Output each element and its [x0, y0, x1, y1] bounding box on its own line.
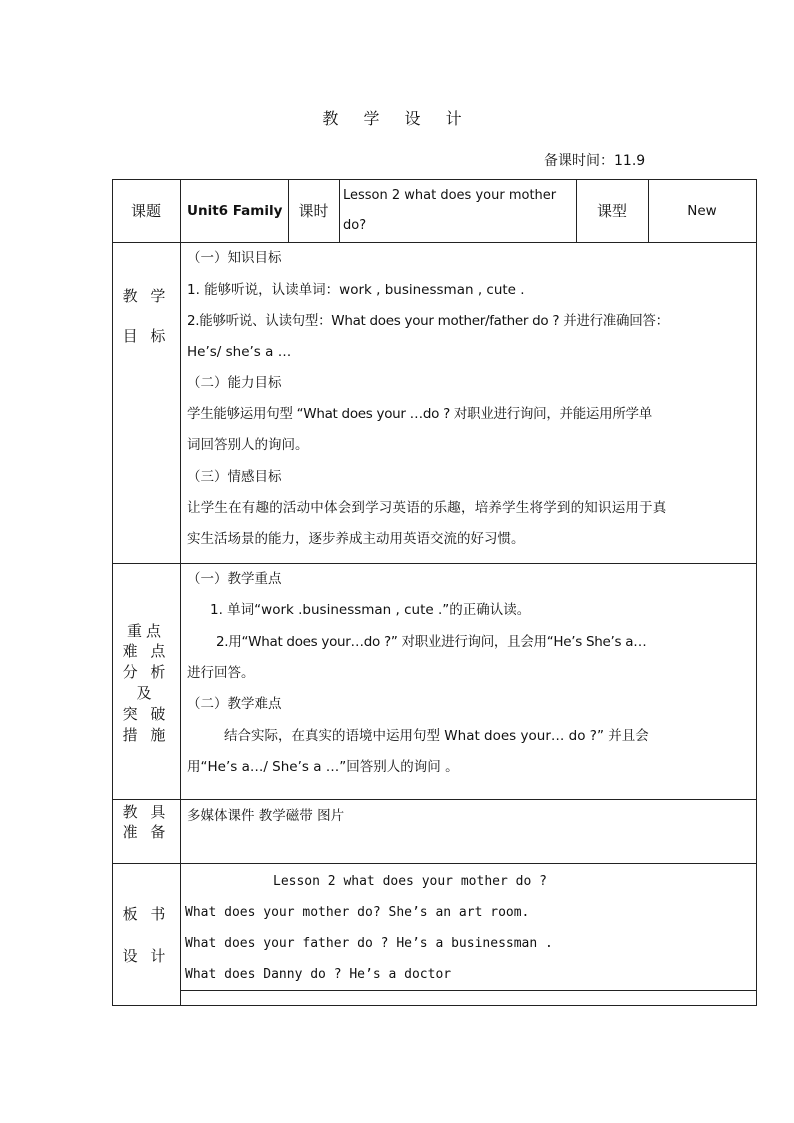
- period-label: 课时: [298, 202, 329, 220]
- document-title: 教 学 设 计: [322, 109, 472, 128]
- topic-label: 课题: [130, 202, 161, 220]
- table-border-top: [112, 179, 757, 180]
- objectives-line: 让学生在有趣的活动中体会到学习英语的乐趣，培养学生将学到的知识运用于真: [187, 500, 667, 516]
- objectives-line: He’s/ she’s a …: [187, 344, 292, 360]
- prep-time: 备课时间：11.9: [544, 153, 646, 169]
- table-border-right: [756, 179, 757, 1006]
- row-divider: [112, 563, 757, 564]
- objectives-line: 1. 能够听说，认读单词：work , businessman , cute .: [187, 282, 525, 298]
- keypoints-label-line: 突 破: [122, 705, 170, 723]
- keypoints-line: 2.用“What does your…do ?” 对职业进行询问，且会用“He’s She’s a…: [216, 634, 647, 650]
- lesson-title-line2: do?: [343, 218, 367, 233]
- row-divider: [112, 863, 757, 864]
- keypoints-label-line: 重点: [126, 622, 165, 640]
- objectives-line: 学生能够运用句型 “What does your …do ? 对职业进行询问，并能运用所学单: [187, 406, 652, 422]
- board-label-line1: 板 书: [122, 905, 170, 923]
- keypoints-line: （一）教学重点: [187, 571, 282, 587]
- objectives-line: 2.能够听说、认读句型：What does your mother/father do ? 并进行准确回答：: [187, 313, 669, 329]
- keypoints-label-line: 分 析: [122, 663, 170, 681]
- board-label-line2: 设 计: [122, 947, 170, 965]
- tools-label-line2: 准 备: [122, 823, 170, 841]
- row-divider: [112, 799, 757, 800]
- tools-content: 多媒体课件 教学磁带 图片: [187, 808, 345, 824]
- keypoints-line: 进行回答。: [187, 665, 255, 681]
- keypoints-label-line: 难 点: [122, 642, 170, 660]
- row-divider: [112, 242, 757, 243]
- board-line: What does Danny do ? He’s a doctor: [185, 967, 452, 982]
- objectives-label-line1: 教 学: [122, 287, 170, 305]
- table-border-bottom: [112, 1005, 757, 1006]
- objectives-line: （三）情感目标: [187, 469, 282, 485]
- keypoints-label-line: 措 施: [122, 726, 170, 744]
- board-line: What does your mother do? She’s an art room.: [185, 905, 530, 920]
- keypoints-line: （二）教学难点: [187, 696, 282, 712]
- objectives-line: 词回答别人的询问。: [187, 437, 309, 453]
- keypoints-line: 结合实际，在真实的语境中运用句型 What does your… do ?” 并且会: [224, 728, 649, 744]
- board-line: What does your father do ? He’s a businessman .: [185, 936, 553, 951]
- objectives-line: （一）知识目标: [187, 250, 282, 266]
- keypoints-line: 1. 单词“work .businessman , cute .”的正确认读。: [210, 602, 531, 618]
- lesson-title-line1: Lesson 2 what does your mother: [343, 188, 557, 203]
- type-value: New: [687, 203, 717, 219]
- type-label: 课型: [596, 202, 627, 220]
- header-divider: [339, 179, 340, 242]
- label-column-divider: [180, 179, 181, 1006]
- objectives-line: 实生活场景的能力，逐步养成主动用英语交流的好习惯。: [187, 531, 525, 547]
- lesson-plan-table: [112, 179, 757, 1006]
- keypoints-label-line: 及: [136, 684, 156, 702]
- objectives-label-line2: 目 标: [122, 327, 170, 345]
- board-inner-bottom: [180, 990, 757, 991]
- tools-label-line1: 教 具: [122, 803, 170, 821]
- objectives-line: （二）能力目标: [187, 375, 282, 391]
- topic-value: Unit6 Family: [187, 203, 283, 219]
- keypoints-line: 用“He’s a…/ She’s a …”回答别人的询问 。: [187, 759, 459, 775]
- board-line: Lesson 2 what does your mother do ?: [273, 874, 547, 889]
